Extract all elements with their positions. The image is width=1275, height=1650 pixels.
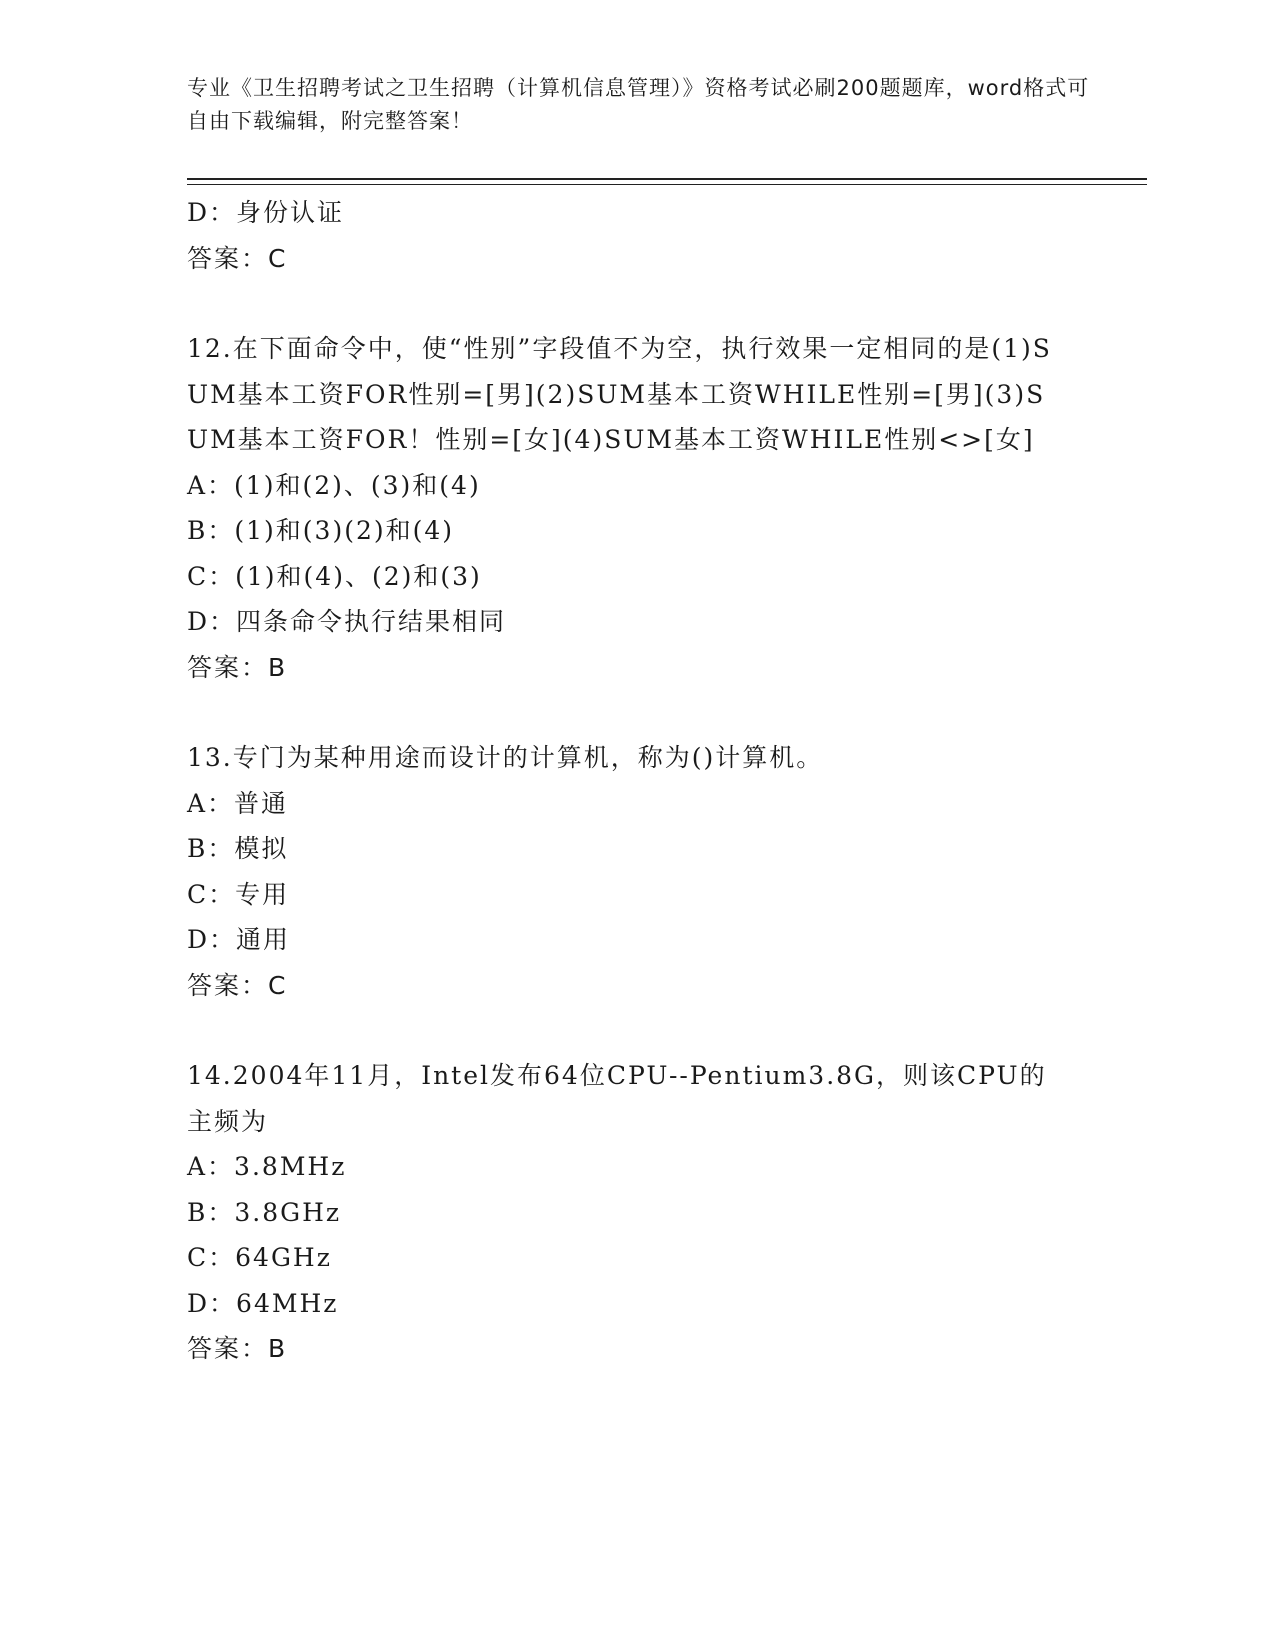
option-d: D：64MHz [187,1288,339,1318]
option-a: A：(1)和(2)、(3)和(4) [187,470,481,500]
document-header-title: 专业《卫生招聘考试之卫生招聘（计算机信息管理）》资格考试必刷200题题库，word格式可自由下载编辑，附完整答案！ [187,76,1090,133]
option-b: B：(1)和(3)(2)和(4) [187,516,455,545]
question-stem: 12.在下面命令中，使“性别”字段值不为空，执行效果一定相同的是(1)SUM基本工资FOR性别=[男](2)SUM基本工资WHILE性别=[男](3)SUM基本工资FOR！性别=[女](4)SUM基本工资WHILE性别<>[女] [187,334,1052,454]
question-list [187,190,1087,1417]
option-a: A：普通 [187,788,289,818]
header-divider-thin [187,184,1147,185]
answer-line: 答案：C [187,243,288,273]
answer-line: 答案：B [187,652,288,682]
answer-line: 答案：B [187,1334,288,1363]
option-b: B：模拟 [187,834,289,863]
option-d: D：四条命令执行结果相同 [187,607,507,636]
question-stem: 13.专门为某种用途而设计的计算机，称为()计算机。 [187,743,824,772]
question-stem: 14.2004年11月，Intel发布64位CPU--Pentium3.8G，则该CPU的主频为 [187,1061,1047,1136]
option-d: D：身份认证 [187,198,345,227]
answer-line: 答案：C [187,970,288,1000]
question-14 [187,1053,1087,1372]
question-13 [187,735,1087,1008]
option-c: C：(1)和(4)、(2)和(3) [187,561,482,591]
option-a: A：3.8MHz [187,1152,347,1181]
question-11-tail [187,190,1087,281]
option-d: D：通用 [187,925,291,954]
option-c: C：64GHz [187,1243,332,1272]
header-divider-thick [187,178,1147,180]
question-12 [187,326,1087,690]
option-c: C：专用 [187,879,290,909]
option-b: B：3.8GHz [187,1197,342,1227]
